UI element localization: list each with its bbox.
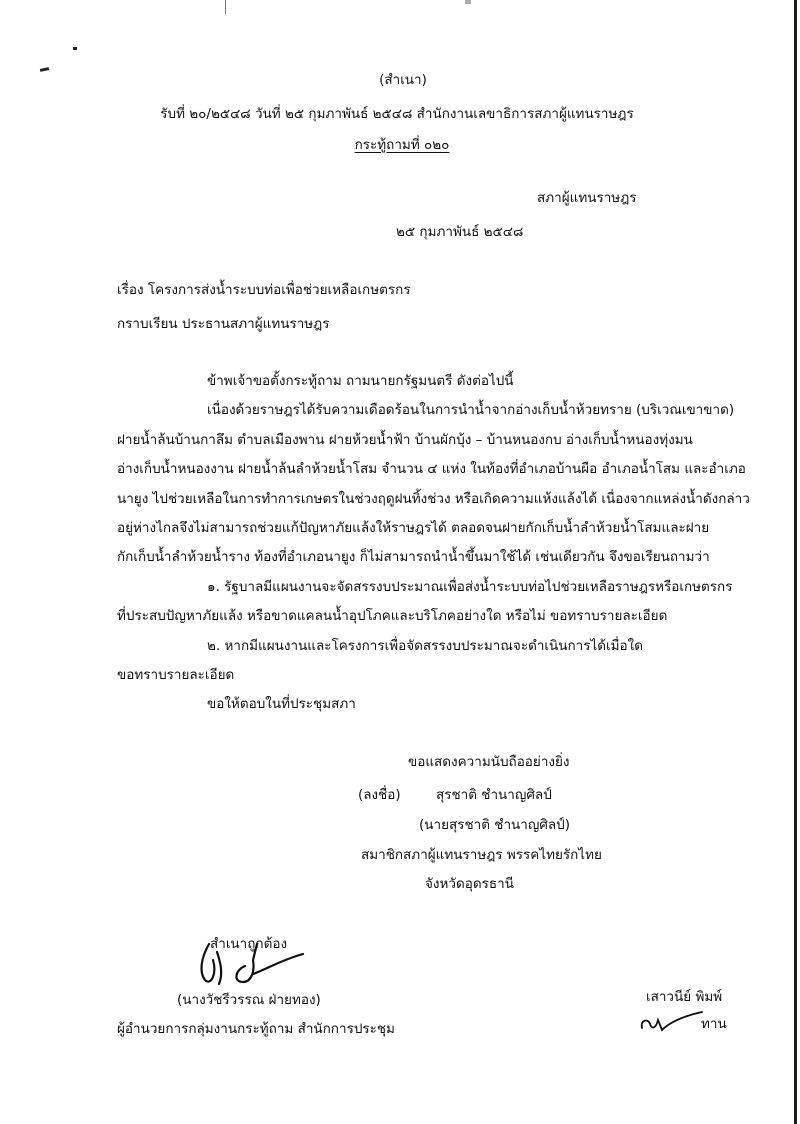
body-line: อ่างเก็บน้ำหนองงาน ฝายน้ำล้นลำห้วยน้ำโสม จำนวน ๔ แห่ง ในท้องที่อำเภอบ้านผือ อำเภอน้ำโสม และอำเภอ bbox=[117, 461, 746, 477]
house-name: สภาผู้แทนราษฎร bbox=[537, 190, 637, 206]
subject-line: เรื่อง โครงการส่งน้ำระบบท่อเพื่อช่วยเหลือเกษตรกร bbox=[117, 282, 411, 298]
question-1-line: ที่ประสบปัญหาภัยแล้ง หรือขาดแคลนน้ำอุปโภคและบริโภคอย่างใด หรือไม่ ขอทราบรายละเอียด bbox=[117, 608, 668, 624]
question-1-line: ๑. รัฐบาลมีแผนงานจะจัดสรรงบประมาณเพื่อส่งน้ำระบบท่อไปช่วยเหลือราษฎรหรือเกษตรกร bbox=[207, 579, 733, 595]
signer-full-name: (นายสุรชาติ ชำนาญศิลป์) bbox=[419, 817, 571, 833]
scan-mark bbox=[465, 0, 471, 4]
question-2-line: ๒. หากมีแผนงานและโครงการเพื่อจัดสรรงบประมาณจะดำเนินการได้เมื่อใด bbox=[207, 638, 644, 654]
typist-name: เสาวนีย์ พิมพ์ bbox=[646, 989, 723, 1005]
body-line: นายูง ไปช่วยเหลือในการทำการเกษตรในช่วงฤดูฝนทิ้งช่วง หรือเกิดความแห้งแล้งได้ เนื่องจากแหล่งน้ำดังกล่าว bbox=[117, 491, 750, 507]
scan-speck bbox=[73, 47, 77, 50]
scan-mark bbox=[225, 0, 226, 14]
certified-copy: สำเนาถูกต้อง bbox=[210, 936, 288, 952]
certifier-title: ผู้อำนวยการกลุ่มงานกระทู้ถาม สำนักการประชุม bbox=[117, 1021, 395, 1037]
scan-speck bbox=[40, 67, 49, 72]
body-line: ฝายน้ำล้นบ้านกาลึม ตำบลเมืองพาน ฝายห้วยน้ำฟ้า บ้านผักบุ้ง – บ้านหนองกบ อ่างเก็บน้ำหนองทุ่งมน bbox=[117, 432, 693, 448]
closing-regards: ขอแสดงความนับถืออย่างยิ่ง bbox=[408, 754, 570, 770]
body-intro: ข้าพเจ้าขอตั้งกระทู้ถาม ถามนายกรัฐมนตรี ดังต่อไปนี้ bbox=[207, 373, 514, 389]
signer-name: สุรชาติ ชำนาญศิลป์ bbox=[436, 787, 552, 803]
answer-request: ขอให้ตอบในที่ประชุมสภา bbox=[207, 696, 356, 712]
initials-signature bbox=[636, 1008, 706, 1036]
question-2-line: ขอทราบรายละเอียด bbox=[117, 667, 235, 683]
salutation: กราบเรียน ประธานสภาผู้แทนราษฎร bbox=[117, 316, 330, 332]
signer-position: สมาชิกสภาผู้แทนราษฎร พรรคไทยรักไทย bbox=[361, 847, 602, 863]
signed-label: (ลงชื่อ) bbox=[358, 787, 401, 803]
body-line: เนื่องด้วยราษฎรได้รับความเดือดร้อนในการนำน้ำจากอ่างเก็บน้ำห้วยทราย (บริเวณเขาขาด) bbox=[207, 402, 735, 418]
body-line: อยู่ห่างไกลจึงไม่สามารถช่วยแก้ปัญหาภัยแล้งให้ราษฎรได้ ตลอดจนฝายกักเก็บน้ำลำห้วยน้ำโสมและฝาย bbox=[117, 520, 710, 536]
checker-mark: ทาน bbox=[701, 1016, 727, 1032]
question-number: กระทู้ถามที่ ๐๒๐ bbox=[354, 137, 450, 153]
receipt-line: รับที่ ๒๐/๒๕๔๘ วันที่ ๒๕ กุมภาพันธ์ ๒๕๔๘ สำนักงานเลขาธิการสภาผู้แทนราษฎร bbox=[160, 106, 634, 122]
body-line: กักเก็บน้ำลำห้วยน้ำราง ท้องที่อำเภอนายูง ก็ไม่สามารถนำน้ำขึ้นมาใช้ได้ เช่นเดียวกัน จึงขอเรียนถามว่า bbox=[117, 549, 710, 565]
copy-mark: (สำเนา) bbox=[379, 72, 427, 88]
certifier-name: (นางวัชรีวรรณ ฝ่ายทอง) bbox=[177, 992, 321, 1008]
scan-edge bbox=[794, 0, 797, 1124]
signer-province: จังหวัดอุดรธานี bbox=[425, 876, 514, 892]
document-date: ๒๕ กุมภาพันธ์ ๒๕๔๘ bbox=[396, 224, 524, 240]
